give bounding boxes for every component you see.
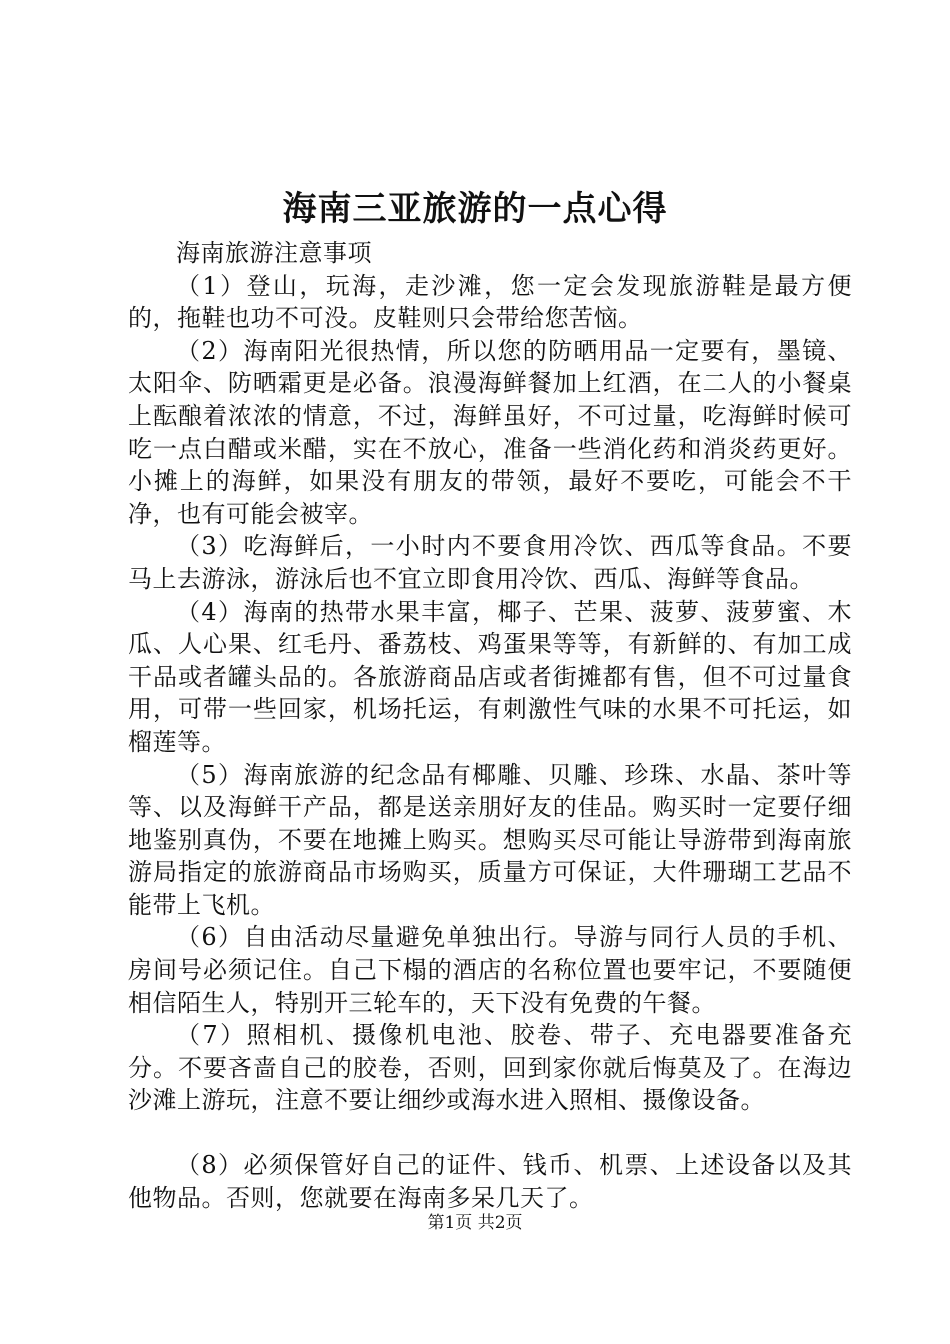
paragraph-8: （8）必须保管好自己的证件、钱币、机票、上述设备以及其他物品。否则，您就要在海南多呆几天了。 [128,1151,852,1212]
paragraph-6: （6）自由活动尽量避免单独出行。导游与同行人员的手机、房间号必须记住。自己下榻的酒店的名称位置也要牢记，不要随便相信陌生人，特别开三轮车的，天下没有免费的午餐。 [128,923,852,1017]
document-body [128,237,852,1214]
paragraph-1: （1）登山，玩海，走沙滩，您一定会发现旅游鞋是最方便的，拖鞋也功不可没。皮鞋则只会带给您苦恼。 [128,271,852,333]
page-number-footer: 第1页 共2页 [427,1213,523,1233]
paragraph-7: （7）照相机、摄像机电池、胶卷、带子、充电器要准备充分。不要吝啬自己的胶卷，否则，回到家你就后悔莫及了。在海边沙滩上游玩，注意不要让细纱或海水进入照相、摄像设备。 [128,1021,852,1115]
section-heading: 海南旅游注意事项 [176,239,372,267]
paragraph-5: （5）海南旅游的纪念品有椰雕、贝雕、珍珠、水晶、茶叶等等、以及海鲜干产品，都是送亲朋好友的佳品。购买时一定要仔细地鉴别真伪，不要在地摊上购买。想购买尽可能让导游带到海南旅游局指定的旅游商品市场购买，质量方可保证，大件珊瑚工艺品不能带上飞机。 [128,760,852,919]
paragraph-2: （2）海南阳光很热情，所以您的防晒用品一定要有，墨镜、太阳伞、防晒霜更是必备。浪漫海鲜餐加上红酒，在二人的小餐桌上酝酿着浓浓的情意，不过，海鲜虽好，不可过量，吃海鲜时候可吃一点白醋或米醋，实在不放心，准备一些消化药和消炎药更好。小摊上的海鲜，如果没有朋友的带领，最好不要吃，可能会不干净，也有可能会被宰。 [128,336,852,528]
paragraph-3: （3）吃海鲜后，一小时内不要食用冷饮、西瓜等食品。不要马上去游泳，游泳后也不宜立即食用冷饮、西瓜、海鲜等食品。 [128,532,852,593]
paragraph-4: （4）海南的热带水果丰富，椰子、芒果、菠萝、菠萝蜜、木瓜、人心果、红毛丹、番荔枝、鸡蛋果等等，有新鲜的、有加工成干品或者罐头品的。各旅游商品店或者街摊都有售，但不可过量食用，可带一些回家，机场托运，有刺激性气味的水果不可托运，如榴莲等。 [128,597,852,756]
document-title: 海南三亚旅游的一点心得 [282,189,668,229]
